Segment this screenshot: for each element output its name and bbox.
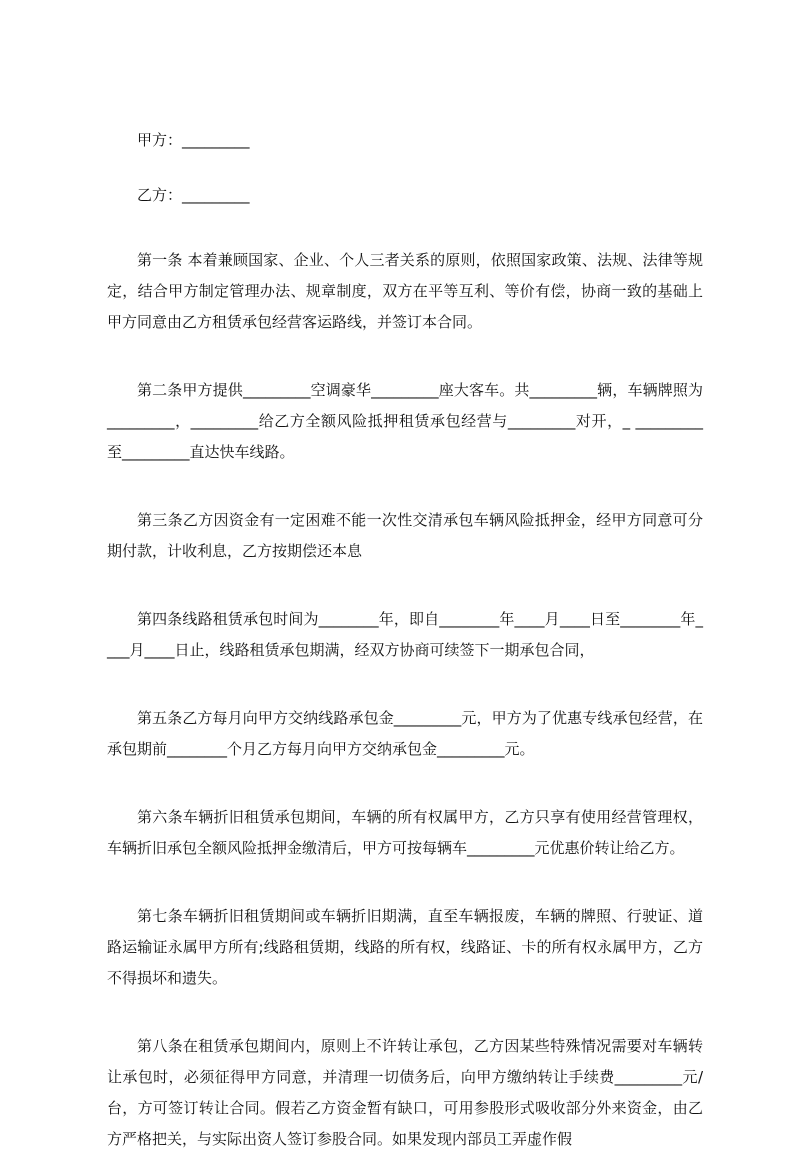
clause-6: 第六条车辆折旧租赁承包期间，车辆的所有权属甲方，乙方只享有使用经营管理权，车辆折旧承包全额风险抵押金缴清后，甲方可按每辆车_________元优惠价转让给乙方。	[107, 808, 703, 857]
clause-4: 第四条线路租赁承包时间为________年，即自________年____月____日至________年____月____日止，线路租赁承包期满，经双方协商可续签下一期承包合同，	[107, 610, 703, 659]
party-b-line: 乙方：_________	[137, 186, 250, 204]
clause-5: 第五条乙方每月向甲方交纳线路承包金_________元，甲方为了优惠专线承包经营，在承包期前________个月乙方每月向甲方交纳承包金_________元。	[107, 709, 703, 758]
contract-body	[107, 125, 703, 1155]
clause-8: 第八条在租赁承包期间内，原则上不许转让承包，乙方因某些特殊情况需要对车辆转让承包时，必须征得甲方同意，并清理一切债务后，向甲方缴纳转让手续费_________元/台，方可签订转让合同。假若乙方资金暂有缺口，可用参股形式吸收部分外来资金，由乙方严格把关，与实际出资人签订参股合同。如果发现内部员工弄虚作假	[107, 1037, 703, 1148]
clause-7: 第七条车辆折旧租赁期间或车辆折旧期满，直至车辆报废，车辆的牌照、行驶证、道路运输证永属甲方所有;线路租赁期，线路的所有权，线路证、卡的所有权永属甲方，乙方不得损坏和遗失。	[107, 907, 703, 987]
clause-1: 第一条 本着兼顾国家、企业、个人三者关系的原则，依照国家政策、法规、法律等规定，结合甲方制定管理办法、规章制度，双方在平等互利、等价有偿，协商一致的基础上甲方同意由乙方租赁承包经营客运路线，并签订本合同。	[107, 251, 703, 331]
clause-2: 第二条甲方提供_________空调豪华_________座大客车。共_________辆，车辆牌照为_________，_________给乙方全额风险抵押租赁承包经营与_________对开，_ _________至_________直达快车线路。	[107, 381, 703, 461]
party-a-line: 甲方：_________	[137, 131, 250, 149]
clause-3: 第三条乙方因资金有一定困难不能一次性交清承包车辆风险抵押金，经甲方同意可分期付款，计收利息，乙方按期偿还本息	[107, 511, 703, 560]
